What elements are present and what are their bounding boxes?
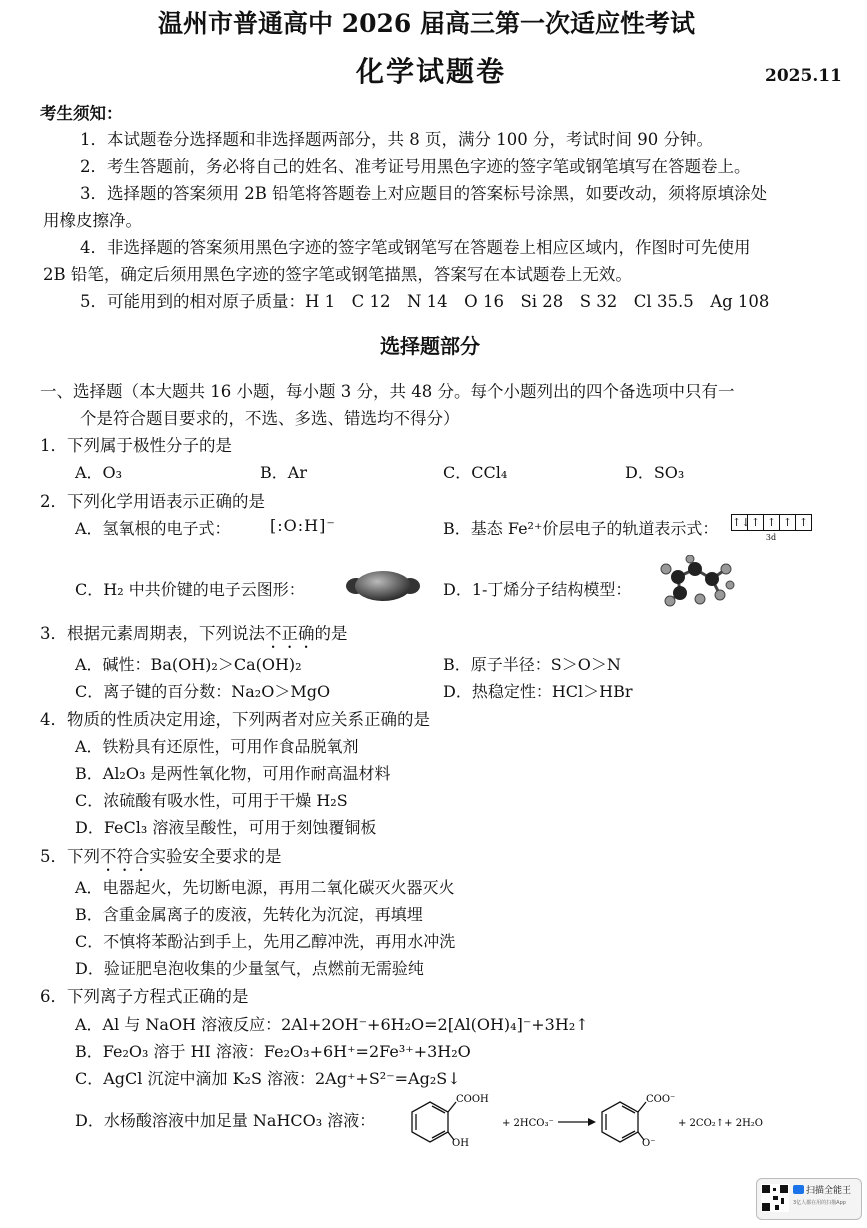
q4-option-d: D．FeCl₃ 溶液呈酸性，可用于刻蚀覆铜板: [75, 818, 377, 837]
q2-option-d: D．1-丁烯分子结构模型：: [443, 580, 632, 599]
electron-cloud-icon: [343, 567, 423, 605]
q5-stem-emphasis: 不符合: [100, 847, 150, 866]
hydroxyl-label: OH: [452, 1138, 469, 1148]
q3-stem-emphasis: 不正确: [265, 624, 315, 643]
q5-option-d: D．验证肥皂泡收集的少量氢气，点燃前无需验纯: [75, 959, 424, 978]
notice-item-5: 5．可能用到的相对原子质量：H 1 C 12 N 14 O 16 Si 28 S 32 Cl 35.5 Ag 108: [80, 292, 770, 311]
q3-option-c: C．离子键的百分数：Na₂O＞MgO: [75, 682, 331, 701]
q4-stem: 4．物质的性质决定用途，下列两者对应关系正确的是: [40, 710, 430, 729]
q4-option-a: A．铁粉具有还原性，可用作食品脱氧剂: [75, 737, 359, 756]
orbital-box: ↑: [763, 514, 780, 531]
notice-heading: 考生须知：: [40, 104, 123, 123]
orbital-label: 3d: [765, 533, 777, 542]
orbital-box: ↑: [795, 514, 812, 531]
exam-date: 2025.11: [765, 66, 842, 86]
orbital-box: ↑: [747, 514, 764, 531]
q5-option-b: B．含重金属离子的废液，先转化为沉淀，再填埋: [75, 905, 423, 924]
carboxylate-label: COO⁻: [646, 1094, 676, 1105]
bicarbonate-label: + 2HCO₃⁻: [502, 1118, 554, 1129]
q6-option-b: B．Fe₂O₃ 溶于 HI 溶液：Fe₂O₃+6H⁺=2Fe³⁺+3H₂O: [75, 1042, 471, 1061]
orbital-box: ↑↓: [732, 516, 751, 529]
q4-option-b: B．Al₂O₃ 是两性氧化物，可用作耐高温材料: [75, 764, 391, 783]
watermark-brand: 扫描全能王: [806, 1186, 852, 1196]
salicylic-reaction-scheme: [408, 1088, 828, 1148]
carboxyl-label: COOH: [456, 1094, 489, 1105]
q5-stem-post: 实验安全要求的是: [149, 847, 282, 866]
q2-stem: 2．下列化学用语表示正确的是: [40, 492, 265, 511]
notice-item-3: 3．选择题的答案须用 2B 铅笔将答题卷上对应题目的答案标号涂黑，如要改动，须将原填涂处: [80, 184, 768, 203]
fe2-orbital-diagram: [731, 512, 811, 542]
watermark-sub: 3亿人都在用的扫描App: [793, 1200, 846, 1206]
q1-option-b: B．Ar: [260, 463, 307, 482]
q3-option-b: B．原子半径：S＞O＞N: [443, 655, 621, 674]
q3-stem: [40, 620, 348, 652]
q2-option-c: C．H₂ 中共价键的电子云图形：: [75, 580, 305, 599]
phenoxide-label: O⁻: [642, 1138, 656, 1148]
orbital-box: ↑: [779, 514, 796, 531]
q6-option-a: A．Al 与 NaOH 溶液反应：2Al+2OH⁻+6H₂O=2[Al(OH)₄]⁻+3H₂↑: [75, 1015, 589, 1034]
q2-option-a: A．氢氧根的电子式：: [75, 519, 231, 538]
q6-option-d: D．水杨酸溶液中加足量 NaHCO₃ 溶液：: [75, 1111, 376, 1130]
notice-item-4-cont: 2B 铅笔，确定后须用黑色字迹的签字笔或钢笔描黑，答案写在本试题卷上无效。: [43, 265, 632, 284]
q6-option-c: C．AgCl 沉淀中滴加 K₂S 溶液：2Ag⁺+S²⁻=Ag₂S↓: [75, 1069, 461, 1088]
q5-option-a: A．电器起火，先切断电源，再用二氧化碳灭火器灭火: [75, 878, 455, 897]
benzene-ring-icon: [602, 1102, 646, 1142]
part-intro-2: 个是符合题目要求的，不选、多选、错选均不得分）: [80, 409, 460, 428]
q6-stem: 6．下列离子方程式正确的是: [40, 987, 249, 1006]
notice-item-1: 1．本试题卷分选择题和非选择题两部分，共 8 页，满分 100 分，考试时间 90 分钟。: [80, 130, 713, 149]
arrow-head-icon: [588, 1118, 596, 1126]
q1-option-a: A．O₃: [75, 463, 123, 482]
q5-stem-pre: 5．下列: [40, 847, 100, 866]
q5-option-c: C．不慎将苯酚沾到手上，先用乙醇冲洗，再用水冲洗: [75, 932, 456, 951]
notice-item-2: 2．考生答题前，务必将自己的姓名、准考证号用黑色字迹的签字笔或钢笔填写在答题卷上。: [80, 157, 751, 176]
exam-title: 温州市普通高中 2026 届高三第一次适应性考试: [158, 9, 695, 38]
q3-stem-pre: 3．根据元素周期表，下列说法: [40, 624, 265, 643]
section-title: 选择题部分: [380, 334, 480, 358]
hydroxide-electron-formula: [:O:H]⁻: [270, 516, 336, 535]
q1-stem: 1．下列属于极性分子的是: [40, 436, 232, 455]
q2-option-b: B．基态 Fe²⁺价层电子的轨道表示式：: [443, 519, 719, 538]
q4-option-c: C．浓硫酸有吸水性，可用于干燥 H₂S: [75, 791, 348, 810]
q3-stem-post: 的是: [314, 624, 348, 643]
products-label: + 2CO₂↑+ 2H₂O: [678, 1118, 764, 1129]
q3-option-a: A．碱性：Ba(OH)₂＞Ca(OH)₂: [75, 655, 302, 674]
q1-option-c: C．CCl₄: [443, 463, 508, 482]
cs-logo-icon: [793, 1185, 804, 1194]
q1-option-d: D．SO₃: [625, 463, 685, 482]
part-intro-1: 一、选择题（本大题共 16 小题，每小题 3 分，共 48 分。每个小题列出的四个备选项中只有一: [40, 382, 735, 401]
notice-item-4: 4．非选择题的答案须用黑色字迹的签字笔或钢笔写在答题卷上相应区域内，作图时可先使用: [80, 238, 751, 257]
paper-subtitle: 化学试题卷: [356, 55, 507, 88]
benzene-ring-icon: [412, 1102, 456, 1142]
qr-code-icon: [761, 1184, 789, 1212]
q3-option-d: D．热稳定性：HCl＞HBr: [443, 682, 633, 701]
butene-ball-stick-model-icon: [660, 555, 740, 610]
notice-item-3-cont: 用橡皮擦净。: [43, 211, 142, 230]
scanner-watermark: [756, 1178, 862, 1220]
q5-stem: [40, 843, 282, 875]
